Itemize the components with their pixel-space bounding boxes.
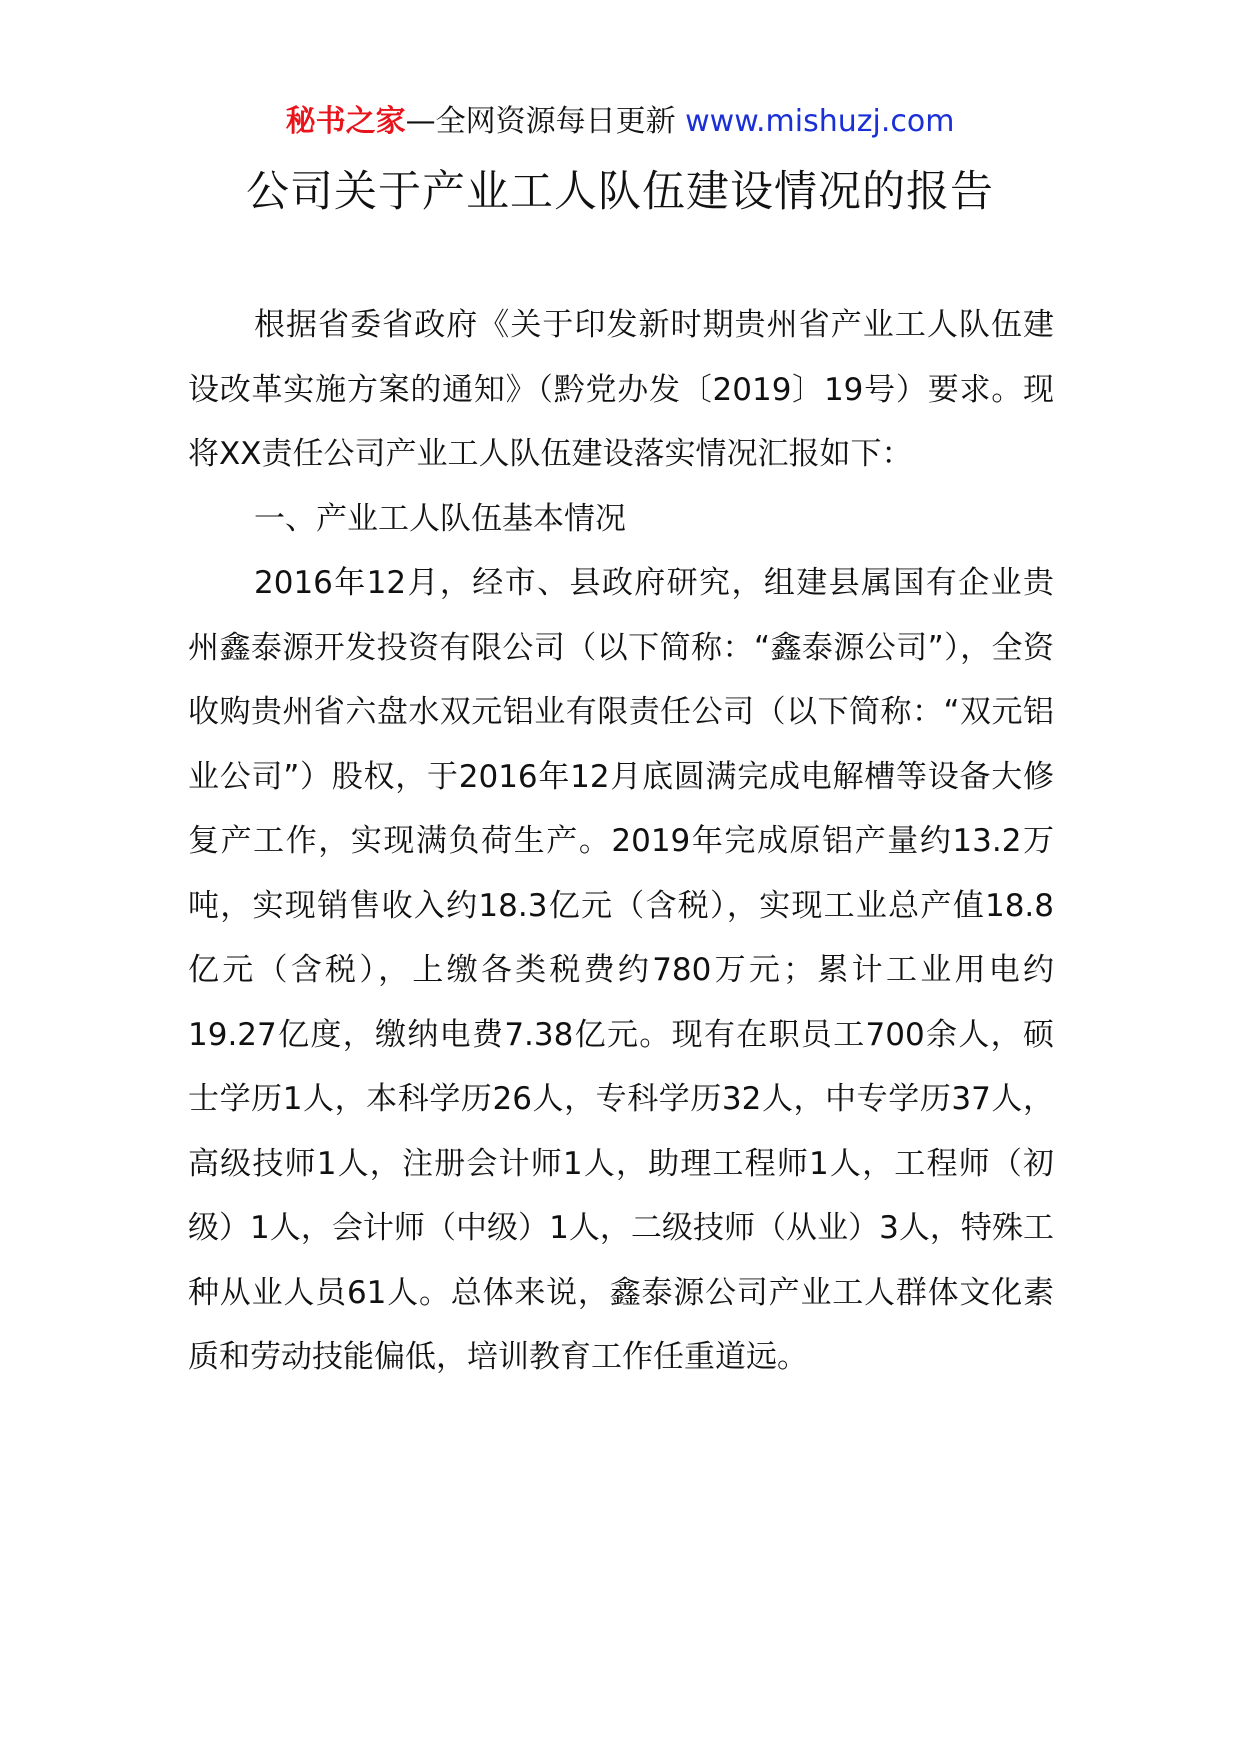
site-header (0, 100, 1240, 144)
document-body (188, 293, 1054, 1390)
intro-paragraph: 根据省委省政府《关于印发新时期贵州省产业工人队伍建设改革实施方案的通知》（黔党办发〔2019〕19号）要求。现将XX责任公司产业工人队伍建设落实情况汇报如下： (188, 307, 1054, 472)
slogan: —全网资源每日更新 (405, 104, 676, 139)
section-heading: 一、产业工人队伍基本情况 (254, 500, 626, 537)
section-paragraph: 2016年12月，经市、县政府研究，组建县属国有企业贵州鑫泰源开发投资有限公司（以下简称：“鑫泰源公司”），全资收购贵州省六盘水双元铝业有限责任公司（以下简称：“双元铝业公司”）股权，于2016年12月底圆满完成电解槽等设备大修复产工作，实现满负荷生产。2019年完成原铝产量约13.2万吨，实现销售收入约18.3亿元（含税），实现工业总产值18.8亿元（含税），上缴各类税费约780万元；累计工业用电约19.27亿度，缴纳电费7.38亿元。现有在职员工700余人，硕士学历1人，本科学历26人，专科学历32人，中专学历37人，高级技师1人，注册会计师1人，助理工程师1人，工程师（初级）1人，会计师（中级）1人，二级技师（从业）3人，特殊工种从业人员61人。总体来说，鑫泰源公司产业工人群体文化素质和劳动技能偏低，培训教育工作任重道远。 (188, 565, 1054, 1375)
brand-name: 秘书之家 (285, 104, 406, 139)
site-link[interactable]: www.mishuzj.com (685, 104, 955, 139)
document-title: 公司关于产业工人队伍建设情况的报告 (246, 167, 994, 217)
